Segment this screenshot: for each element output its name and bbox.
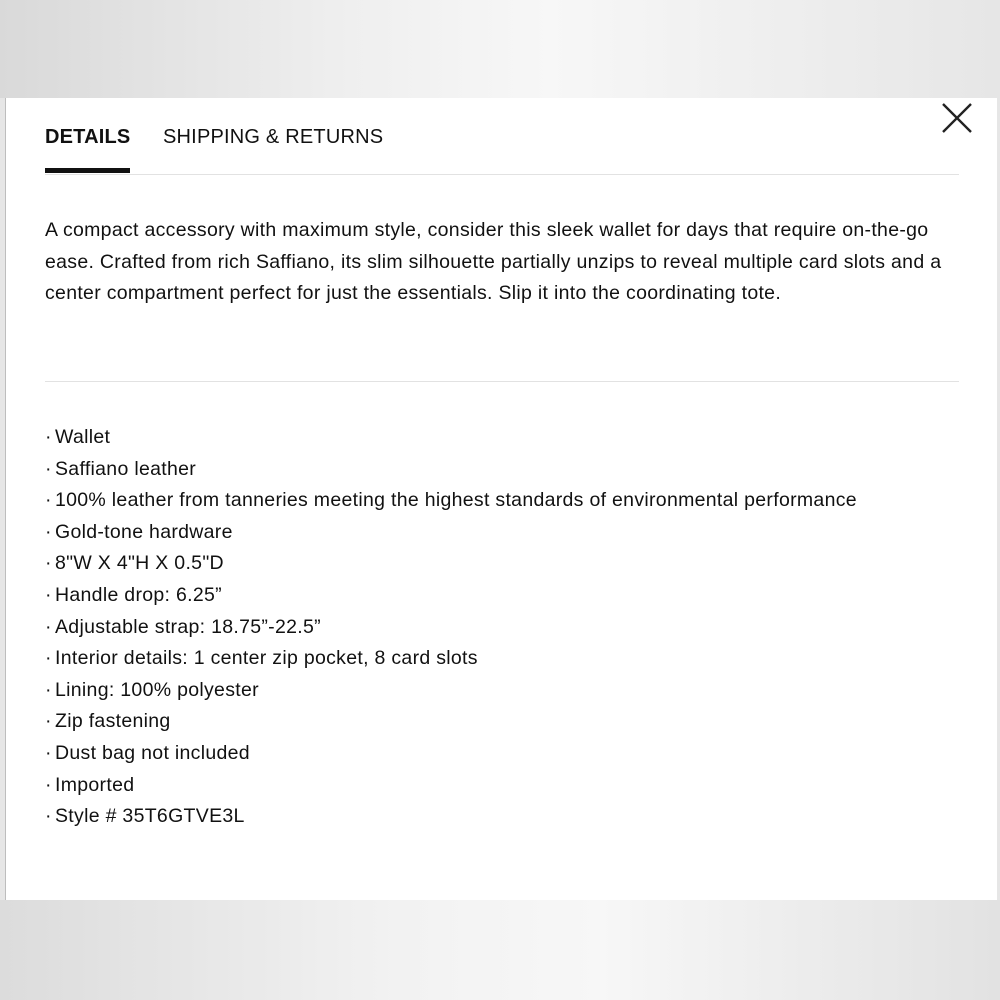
feature-text: 100% leather from tanneries meeting the highest standards of environmental performance [55,489,857,512]
background-top [0,0,1000,98]
bullet-icon: · [45,741,52,764]
feature-list-item [45,801,857,833]
product-details-modal [6,98,997,900]
section-divider [45,381,959,382]
tab-details[interactable]: DETAILS [45,126,131,148]
feature-list-item [45,738,857,770]
feature-list-item [45,422,857,454]
bullet-icon: · [45,773,52,796]
tab-bar [45,98,959,175]
feature-text: 8"W X 4"H X 0.5"D [55,552,224,575]
bullet-icon: · [45,647,52,670]
feature-text: Adjustable strap: 18.75”-22.5” [55,615,321,638]
feature-list-item [45,517,857,549]
feature-text: Dust bag not included [55,741,250,764]
feature-list-item [45,548,857,580]
bullet-icon: · [45,489,52,512]
feature-list-item [45,580,857,612]
bullet-icon: · [45,805,52,828]
bullet-icon: · [45,678,52,701]
feature-list-item [45,770,857,802]
bullet-icon: · [45,583,52,606]
feature-list-item [45,706,857,738]
feature-text: Handle drop: 6.25” [55,583,222,606]
feature-list-item [45,612,857,644]
background-bottom [0,900,1000,1000]
feature-list-item [45,454,857,486]
feature-list-item [45,643,857,675]
feature-text: Gold-tone hardware [55,520,233,543]
active-tab-indicator [45,168,130,173]
feature-text: Saffiano leather [55,457,197,480]
feature-list [45,422,857,833]
feature-text: Zip fastening [55,710,171,733]
bullet-icon: · [45,457,52,480]
bullet-icon: · [45,520,52,543]
bullet-icon: · [45,615,52,638]
feature-list-item [45,485,857,517]
product-description: A compact accessory with maximum style, consider this sleek wallet for days that require on-the-go ease. Crafted from rich Saffiano, its slim silhouette partially unzips to reveal multiple card slots and a center compartment perfect for just the essentials. Slip it into the coordinating tote. [45,219,942,305]
bullet-icon: · [45,426,52,448]
feature-text: Lining: 100% polyester [55,678,259,701]
bullet-icon: · [45,552,52,575]
feature-text: Imported [55,773,135,796]
tab-shipping-returns[interactable]: SHIPPING & RETURNS [163,126,384,148]
feature-list-item [45,675,857,707]
feature-text: Wallet [55,426,111,448]
feature-text: Interior details: 1 center zip pocket, 8 card slots [55,647,478,670]
feature-text: Style # 35T6GTVE3L [55,805,245,828]
bullet-icon: · [45,710,52,733]
